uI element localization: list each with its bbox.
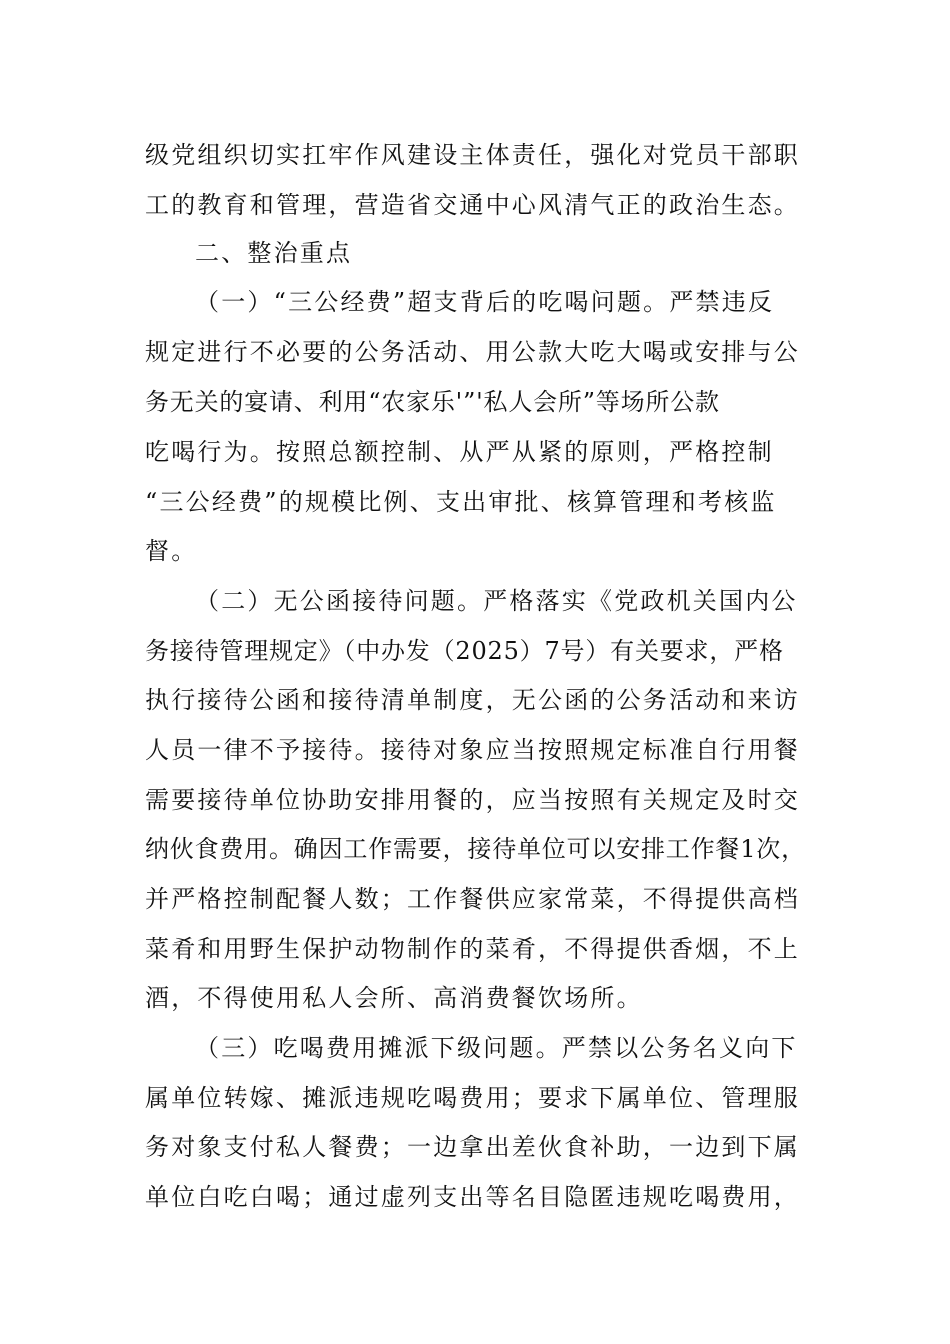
paragraph-line: 并严格控制配餐人数；工作餐供应家常菜，不得提供高档 (145, 885, 800, 913)
paragraph-line: 菜肴和用野生保护动物制作的菜肴，不得提供香烟，不上 (145, 935, 800, 963)
paragraph-line: 人员一律不予接待。接待对象应当按照规定标准自行用餐 (145, 736, 800, 764)
paragraph-line: 务接待管理规定》（中办发（2025）7号）有关要求，严格 (145, 637, 784, 665)
paragraph-line: 工的教育和管理，营造省交通中心风清气正的政治生态。 (145, 191, 800, 219)
paragraph-line: 规定进行不必要的公务活动、用公款大吃大喝或安排与公 (145, 338, 800, 366)
paragraph-line: 单位白吃白喝；通过虚列支出等名目隐匿违规吃喝费用， (145, 1183, 800, 1211)
paragraph-line: 吃喝行为。按照总额控制、从严从紧的原则，严格控制 (145, 438, 774, 466)
paragraph-line: 务无关的宴请、利用“农家乐'”'私人会所”等场所公款 (145, 388, 720, 416)
paragraph-line: 属单位转嫁、摊派违规吃喝费用；要求下属单位、管理服 (145, 1084, 800, 1112)
paragraph-line: （二）无公函接待问题。严格落实《党政机关国内公 (195, 587, 798, 615)
paragraph-line: 督。 (145, 537, 198, 565)
paragraph-line: 需要接待单位协助安排用餐的，应当按照有关规定及时交 (145, 786, 800, 814)
paragraph-line: “三公经费”的规模比例、支出审批、核算管理和考核监 (145, 488, 777, 516)
paragraph-line: 纳伙食费用。确因工作需要，接待单位可以安排工作餐1次， (145, 835, 806, 863)
paragraph-line: （三）吃喝费用摊派下级问题。严禁以公务名义向下 (195, 1034, 798, 1062)
paragraph-line: 务对象支付私人餐费；一边拿出差伙食补助，一边到下属 (145, 1133, 800, 1161)
paragraph-line: 执行接待公函和接待清单制度，无公函的公务活动和来访 (145, 686, 800, 714)
paragraph-line: 级党组织切实扛牢作风建设主体责任，强化对党员干部职 (145, 141, 800, 169)
paragraph-line: 酒，不得使用私人会所、高消费餐饮场所。 (145, 984, 643, 1012)
paragraph-line: （一）“三公经费”超支背后的吃喝问题。严禁违反 (195, 288, 775, 316)
section-heading: 二、整治重点 (195, 239, 353, 267)
